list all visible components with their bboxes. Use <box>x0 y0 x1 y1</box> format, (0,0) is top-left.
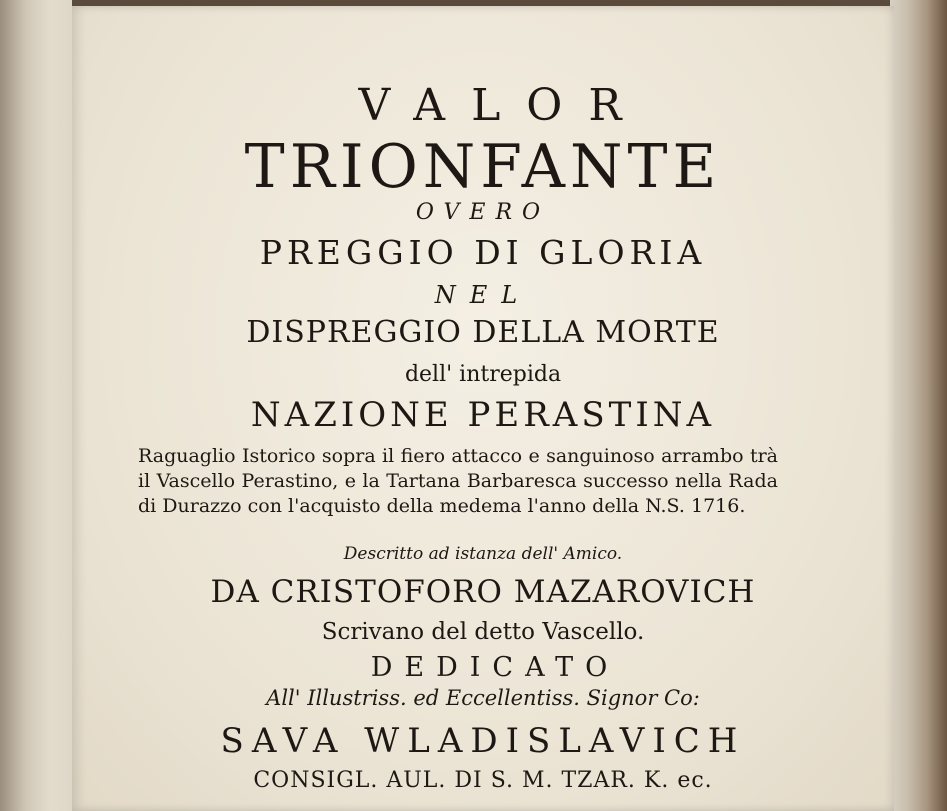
title-line-intrepida: dell' intrepida <box>404 362 562 387</box>
title-line-trionfante: TRIONFANTE <box>244 132 722 202</box>
title-line-nazione: NAZIONE PERASTINA <box>250 395 716 435</box>
title-line-overo: OVERO <box>415 200 551 225</box>
historical-summary: Raguaglio Istorico sopra il fiero attacco e sanguinoso arrambo trà il Vascello Perastino, e la Tartana Barbaresca successo nella Rada di Durazzo con l'acquisto della medema l'anno della N.S. 1716. <box>138 445 778 517</box>
title-line-valor: VALOR <box>358 80 648 131</box>
book-left-edge <box>0 0 72 811</box>
title-line-nel: NEL <box>434 281 532 309</box>
author-name: DA CRISTOFORO MAZAROVICH <box>210 574 756 610</box>
dedicatee-title: CONSIGL. AUL. DI S. M. TZAR. K. ec. <box>253 768 713 793</box>
dedication-line: All' Illustriss. ed Eccellentiss. Signor Co: <box>266 686 700 710</box>
title-line-preggio: PREGGIO DI GLORIA <box>259 233 707 272</box>
author-role: Scrivano del detto Vascello. <box>321 619 645 645</box>
described-line: Descritto ad istanza dell' Amico. <box>343 544 623 564</box>
dedicatee-name: SAVA WLADISLAVICH <box>220 721 746 761</box>
title-line-dispreggio: DISPREGGIO DELLA MORTE <box>246 315 720 350</box>
title-page <box>72 6 894 811</box>
dedication-heading: DEDICATO <box>370 652 620 683</box>
